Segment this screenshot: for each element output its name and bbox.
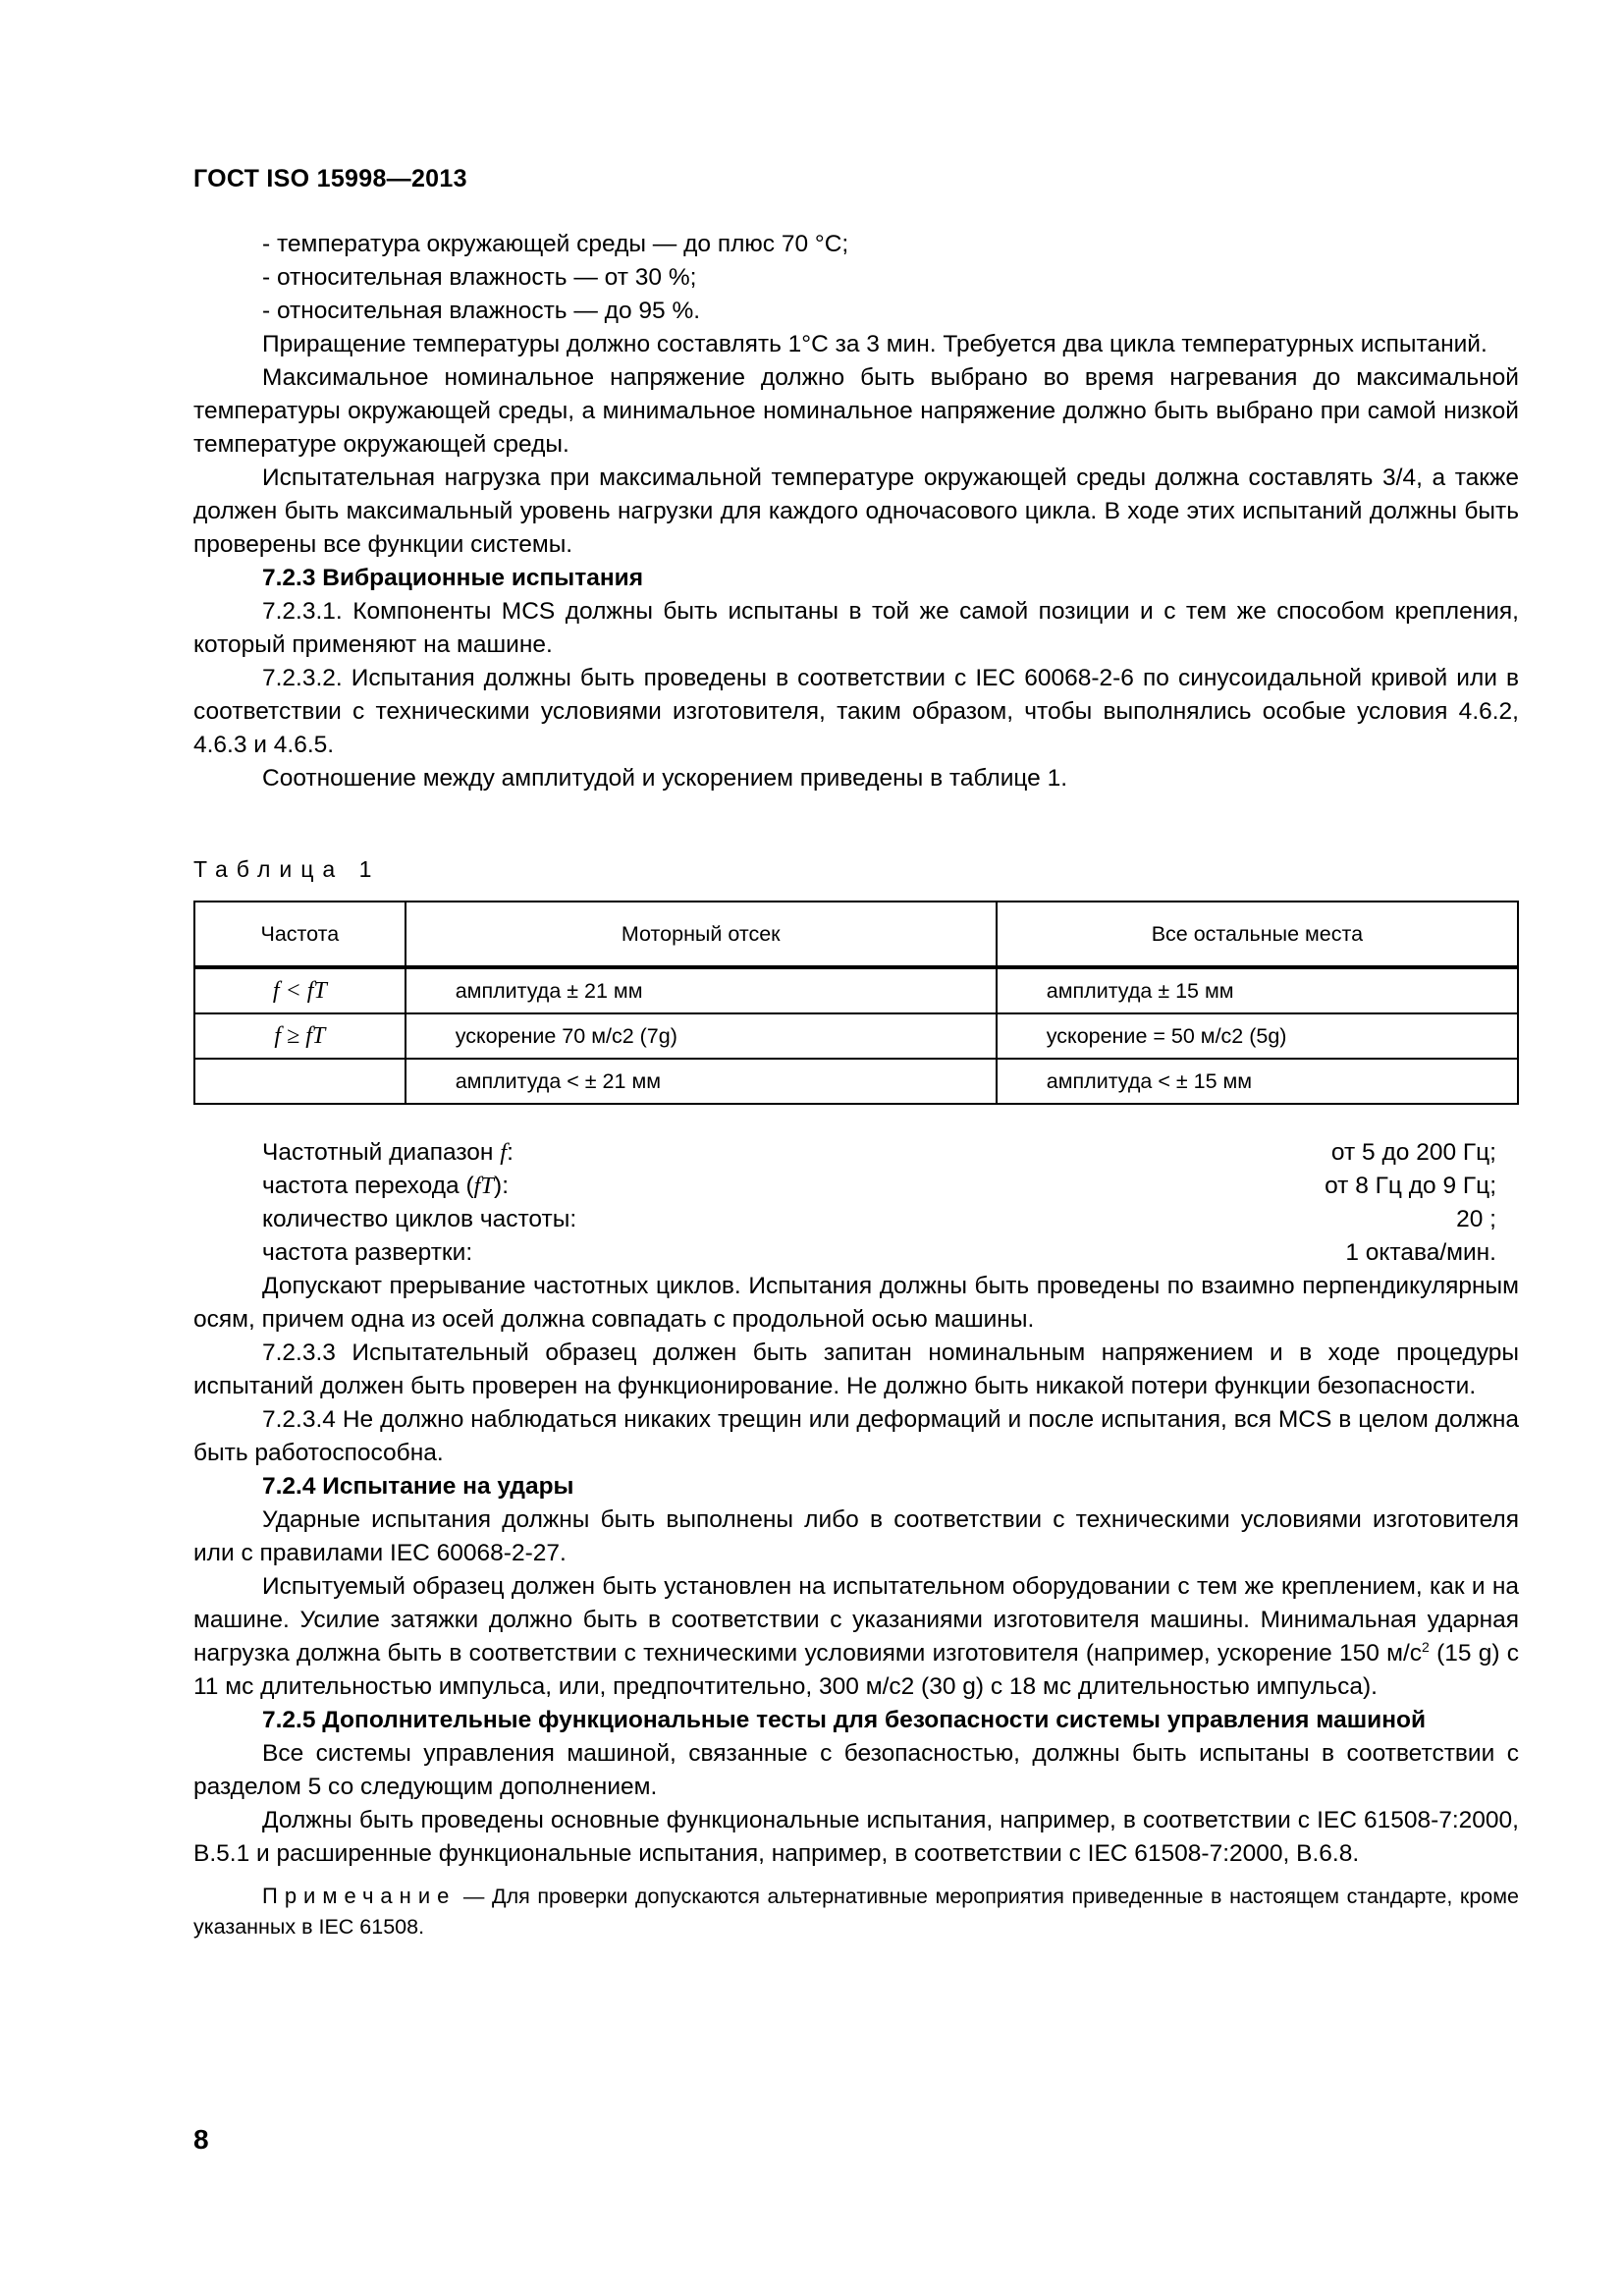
table-cell: амплитуда ± 15 мм [997,967,1518,1013]
paragraph-test-load: Испытательная нагрузка при максимальной температуре окружающей среды должна составлять 3/4, а также должен быть максимальный уровень нагрузки для каждого одночасового цикла. В ходе этих испытаний должны быть проверены все функции системы. [193,465,1519,558]
vibration-table [193,901,1519,1105]
list-item: - относительная влажность — от 30 %; [262,264,697,291]
heading-7-2-5: 7.2.5 Дополнительные функциональные тесты для безопасности системы управления машиной [262,1707,1427,1733]
paragraph-mcs: Все системы управления машиной, связанные с безопасностью, должны быть испытаны в соответствии с разделом 5 со следующим дополнением. [193,1740,1519,1800]
document-header: ГОСТ ISO 15998—2013 [193,165,467,192]
table-header-frequency: Частота [194,902,406,967]
paragraph-7-2-3-3: 7.2.3.3 Испытательный образец должен быть запитан номинальным напряжением и в ходе процедуры испытаний должен быть проверен на функционирование. Не должно быть никакой потери функции безопасности. [193,1339,1519,1399]
table-header-engine: Моторный отсек [406,902,997,967]
table-header-other: Все остальные места [997,902,1518,967]
paragraph-ratio: Соотношение между амплитудой и ускорением приведены в таблице 1. [262,765,1067,792]
param-row-transition [262,1170,1496,1203]
param-row-sweep [262,1236,1496,1270]
paragraph-temperature-increment: Приращение температуры должно составлять 1°С за 3 мин. Требуется два цикла температурных испытаний. [262,331,1488,357]
param-value: 1 октава/мин. [1345,1239,1496,1266]
paragraph-7-2-3-1: 7.2.3.1. Компоненты MCS должны быть испытаны в той же самой позиции и с тем же способом крепления, который применяют на машине. [193,598,1519,658]
table-cell: амплитуда ± 21 мм [406,967,997,1013]
param-label: частота развертки: [262,1239,473,1266]
note-text: — Для проверки допускаются альтернативные мероприятия приведенные в настоящем стандарте, кроме указанных в IEC 61508. [193,1885,1519,1939]
table-cell: амплитуда < ± 21 мм [406,1059,997,1104]
table-cell: f < fT [194,967,406,1013]
param-row-cycles [262,1203,1496,1236]
param-label: частота перехода (fT): [262,1173,510,1199]
table-cell: f ≥ fT [194,1013,406,1059]
table-cell: ускорение = 50 м/с2 (5g) [997,1013,1518,1059]
test-parameters [262,1136,1496,1270]
param-label: Частотный диапазон f: [262,1139,514,1166]
table-cell: амплитуда < ± 15 мм [997,1059,1518,1104]
body-section-bottom [193,1270,1519,1964]
param-value: от 5 до 200 Гц; [1330,1139,1496,1166]
param-value: от 8 Гц до 9 Гц; [1325,1173,1496,1199]
table-cell [194,1059,406,1104]
paragraph-voltage: Максимальное номинальное напряжение должно быть выбрано во время нагревания до максимальной температуры окружающей среды, а минимальное номинальное напряжение должно быть выбрано при самой низкой температуре окружающей среды. [193,364,1519,458]
heading-7-2-4: 7.2.4 Испытание на удары [262,1473,574,1500]
paragraph-7-2-3-4: 7.2.3.4 Не должно наблюдаться никаких трещин или деформаций и после испытания, вся MCS в целом должна быть работоспособна. [193,1406,1519,1466]
paragraph-shock-2: Испытуемый образец должен быть установлен на испытательном оборудовании с тем же креплением, как и на машине. Усилие затяжки должно быть в соответствии с указаниями изготовителя машины. Минимальная ударная нагрузка должна быть в соответствии с техническими условиями изготовителя (например, ускорение 150 $м/с^2$ (15 g) с 11 мс длительностью импульса, или, предпочтительно, 300 м/с2 (30 g) с 18 мс длительностью импульса). [193,1573,1519,1700]
param-label: количество циклов частоты: [262,1206,577,1232]
paragraph-shock-1: Ударные испытания должны быть выполнены либо в соответствии с техническими условиями изготовителя или с правилами IEC 60068-2-27. [193,1506,1519,1566]
list-item: - относительная влажность — до 95 %. [262,298,701,324]
body-section-top [193,228,1519,795]
paragraph-7-2-3-2: 7.2.3.2. Испытания должны быть проведены в соответствии с IEC 60068-2-6 по синусоидальной кривой или в соответствии с техническими условиями изготовителя, таким образом, чтобы выполнялись особые условия 4.6.2, 4.6.3 и 4.6.5. [193,665,1519,758]
paragraph-interrupt: Допускают прерывание частотных циклов. Испытания должны быть проведены по взаимно перпендикулярным осям, причем одна из осей должна совпадать с продольной осью машины. [193,1273,1519,1333]
paragraph-functional-tests: Должны быть проведены основные функциональные испытания, например, в соответствии с IEC 61508-7:2000, B.5.1 и расширенные функциональные испытания, например, в соответствии с IEC 61508-7:2000, B.6.8. [193,1807,1519,1867]
table-row [194,967,1518,1013]
note [193,1881,1519,1942]
param-value: 20 ; [1456,1206,1496,1232]
heading-7-2-3: 7.2.3 Вибрационные испытания [262,565,644,591]
table-row [194,1059,1518,1104]
table-cell: ускорение 70 м/с2 (7g) [406,1013,997,1059]
param-row-range [262,1136,1496,1170]
list-item: - температура окружающей среды — до плюс 70 °С; [262,231,849,257]
note-label: Примечание [262,1884,457,1908]
table-caption: Таблица 1 [193,856,381,882]
table-row [194,1013,1518,1059]
page-number: 8 [193,2124,209,2155]
table-header-row [194,902,1518,967]
